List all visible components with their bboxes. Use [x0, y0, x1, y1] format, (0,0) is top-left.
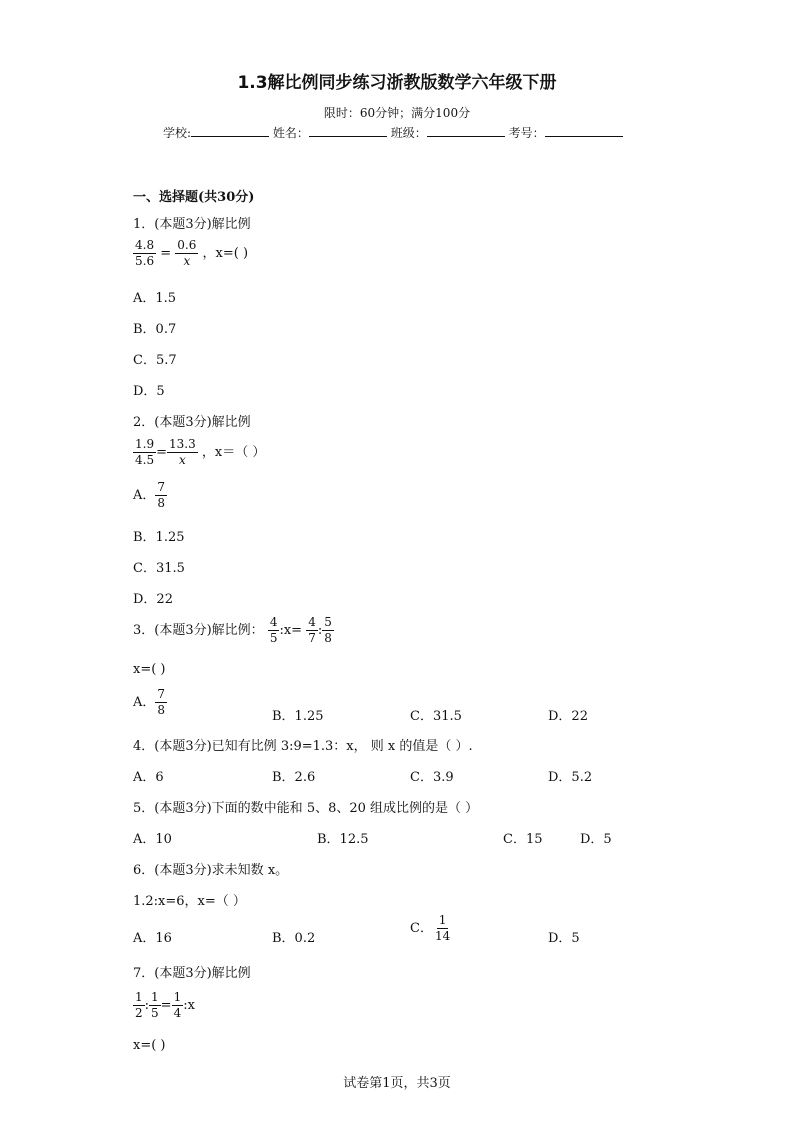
- q6-option-b[interactable]: B．0.2: [272, 931, 316, 946]
- page-footer: 试卷第1页，共3页: [343, 1076, 451, 1091]
- q6-option-c-fraction: $\frac{1}{14}$: [434, 913, 451, 943]
- q2-stem: 2．(本题3分)解比例: [133, 415, 251, 430]
- q5-option-c[interactable]: C．15: [503, 832, 543, 847]
- q2-fraction-right: $\frac{13.3}{x}$: [169, 437, 196, 467]
- q1-option-d[interactable]: D．5: [133, 384, 165, 399]
- q1-option-b[interactable]: B．0.7: [133, 322, 177, 337]
- q6-option-a[interactable]: A．16: [133, 931, 172, 946]
- number-blank[interactable]: [545, 124, 623, 137]
- q6-option-d[interactable]: D．5: [548, 931, 580, 946]
- q2-equation: $\frac{1.9}{4.5}$ = $\frac{13.3}{x}$ ，x＝（ ）: [135, 437, 266, 467]
- q1-equation: $\frac{4.8}{5.6}$ = $\frac{0.6}{x}$ ，x=( ): [135, 238, 249, 268]
- name-label: 姓名：: [272, 126, 309, 140]
- school-label: 学校:: [163, 126, 192, 140]
- q4-option-a[interactable]: A．6: [133, 770, 164, 785]
- q3-fraction-3: $\frac{5}{8}$: [324, 615, 332, 645]
- q3-fraction-1: $\frac{4}{5}$: [269, 615, 278, 645]
- q5-option-b[interactable]: B．12.5: [317, 832, 369, 847]
- q3-option-a-fraction: $\frac{7}{8}$: [157, 687, 166, 717]
- q5-option-a[interactable]: A．10: [133, 832, 172, 847]
- q4-stem: 4．(本题3分)已知有比例 3:9=1.3：x， 则 x 的值是（ ）.: [133, 739, 473, 754]
- q4-option-d[interactable]: D．5.2: [548, 770, 593, 785]
- q2-option-b[interactable]: B．1.25: [133, 530, 185, 545]
- q7-fraction-1: $\frac{1}{2}$: [135, 990, 143, 1020]
- q1-option-a[interactable]: A．1.5: [133, 291, 177, 306]
- q3-option-c[interactable]: C．31.5: [410, 709, 462, 724]
- q6-stem: 6．(本题3分)求未知数 x。: [133, 863, 289, 878]
- q1-option-c[interactable]: C．5.7: [133, 353, 177, 368]
- q7-fraction-3: $\frac{1}{4}$: [173, 990, 182, 1020]
- q3-option-d[interactable]: D．22: [548, 709, 588, 724]
- q7-equation: $\frac{1}{2}$ : $\frac{1}{5}$ = $\frac{1}{4}$ :x: [135, 990, 195, 1020]
- q2-option-a-fraction: $\frac{7}{8}$: [157, 480, 166, 510]
- exam-time-limit: 限时：60分钟；满分100分: [323, 106, 471, 120]
- q1-fraction-left: $\frac{4.8}{5.6}$: [135, 238, 155, 268]
- q7-fraction-2: $\frac{1}{5}$: [151, 990, 159, 1020]
- q5-stem: 5．(本题3分)下面的数中能和 5、8、20 组成比例的是（ ）: [133, 801, 479, 816]
- name-blank[interactable]: [309, 124, 387, 137]
- q3-option-a[interactable]: A． $\frac{7}{8}$: [133, 687, 166, 717]
- q2-option-c[interactable]: C．31.5: [133, 561, 185, 576]
- number-label: 考号：: [508, 126, 545, 140]
- student-info-line: [163, 124, 623, 141]
- q7-stem: 7．(本题3分)解比例: [133, 966, 251, 981]
- q7-answer-line: x=( ): [133, 1038, 166, 1053]
- q2-option-d[interactable]: D．22: [133, 592, 173, 607]
- q1-fraction-right: $\frac{0.6}{x}$: [177, 238, 197, 268]
- class-blank[interactable]: [427, 124, 505, 137]
- q3-equation: 3．(本题3分)解比例： $\frac{4}{5}$ :x= $\frac{4}{7}$ : $\frac{5}{8}$: [133, 615, 332, 645]
- page-title: 1.3解比例同步练习浙教版数学六年级下册: [237, 73, 557, 93]
- q2-fraction-left: $\frac{1.9}{4.5}$: [135, 437, 155, 467]
- q4-option-c[interactable]: C．3.9: [410, 770, 454, 785]
- q4-option-b[interactable]: B．2.6: [272, 770, 316, 785]
- q2-option-a[interactable]: A． $\frac{7}{8}$: [133, 480, 166, 510]
- school-blank[interactable]: [191, 124, 269, 137]
- q6-equation: 1.2:x=6，x=（ ）: [133, 894, 246, 909]
- q3-fraction-2: $\frac{4}{7}$: [308, 615, 316, 645]
- class-label: 班级：: [390, 126, 427, 140]
- q1-stem: 1．(本题3分)解比例: [133, 217, 251, 232]
- section-title: 一、选择题(共30分): [133, 190, 255, 205]
- q5-option-d[interactable]: D．5: [580, 832, 612, 847]
- q3-answer-line: x=( ): [133, 662, 166, 677]
- q3-option-b[interactable]: B．1.25: [272, 709, 324, 724]
- q6-option-c[interactable]: C． $\frac{1}{14}$: [410, 913, 451, 943]
- q3-stem: 3．(本题3分)解比例：: [133, 623, 264, 638]
